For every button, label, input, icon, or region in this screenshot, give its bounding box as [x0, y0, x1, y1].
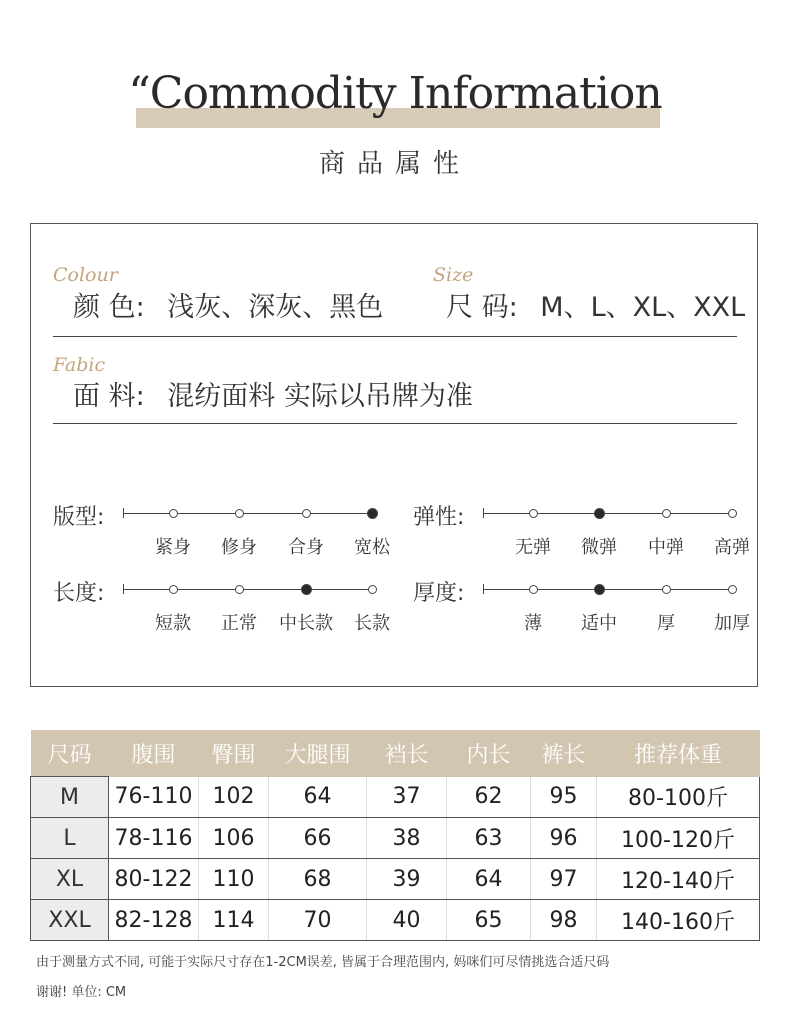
unit-note: 谢谢! 单位: CM — [36, 985, 127, 1000]
attributes-panel — [30, 223, 758, 687]
table-cell: 62 — [447, 777, 531, 818]
scale-dot — [169, 509, 178, 518]
scale-option: 紧身 — [155, 537, 191, 558]
scale-option: 适中 — [581, 613, 617, 634]
scale-dot — [235, 585, 244, 594]
column-header: 大腿围 — [269, 730, 367, 777]
colour-script-label: Colour — [53, 264, 118, 286]
table-row — [31, 900, 760, 941]
scale-option: 中长款 — [279, 613, 333, 634]
size-cell: XXL — [31, 900, 109, 941]
column-header: 尺码 — [31, 730, 109, 777]
scale-track — [483, 513, 732, 514]
scale-option: 加厚 — [714, 613, 750, 634]
size-cell: XL — [31, 859, 109, 900]
scale-track — [483, 589, 732, 590]
table-cell: 95 — [531, 777, 597, 818]
scale-label: 厚度: — [413, 581, 465, 606]
table-cell: 140-160斤 — [597, 900, 760, 941]
scale-option: 中弹 — [648, 537, 684, 558]
scale-label: 长度: — [53, 581, 105, 606]
table-cell: 78-116 — [109, 818, 199, 859]
table-cell: 63 — [447, 818, 531, 859]
size-value: M、L、XL、XXL — [540, 292, 746, 323]
colour-row — [73, 285, 383, 324]
scale-dot — [302, 509, 311, 518]
table-cell: 120-140斤 — [597, 859, 760, 900]
scale-option: 修身 — [221, 537, 257, 558]
table-cell: 100-120斤 — [597, 818, 760, 859]
table-cell: 102 — [199, 777, 269, 818]
divider — [53, 336, 737, 337]
size-label: 尺 码: — [446, 292, 518, 323]
table-row — [31, 859, 760, 900]
table-row — [31, 777, 760, 818]
scale-option: 宽松 — [354, 537, 390, 558]
size-cell: M — [31, 777, 109, 818]
column-header: 内长 — [447, 730, 531, 777]
scale-label: 版型: — [53, 505, 105, 530]
table-cell: 39 — [367, 859, 447, 900]
table-cell: 68 — [269, 859, 367, 900]
size-script-label: Size — [433, 264, 474, 286]
scale-dot — [235, 509, 244, 518]
scale-dot — [662, 585, 671, 594]
scale-dot-selected — [594, 508, 605, 519]
scale-option: 正常 — [221, 613, 257, 634]
scale-track — [123, 513, 372, 514]
table-cell: 114 — [199, 900, 269, 941]
table-row — [31, 818, 760, 859]
table-cell: 96 — [531, 818, 597, 859]
scale-dot-selected — [301, 584, 312, 595]
size-table — [30, 730, 760, 941]
table-cell: 37 — [367, 777, 447, 818]
divider — [53, 423, 737, 424]
column-header: 裤长 — [531, 730, 597, 777]
page-subtitle: 商品属性 — [318, 149, 471, 179]
column-header: 臀围 — [199, 730, 269, 777]
scale-option: 微弹 — [581, 537, 617, 558]
scale-option: 合身 — [288, 537, 324, 558]
colour-value: 浅灰、深灰、黑色 — [167, 292, 384, 323]
table-cell: 106 — [199, 818, 269, 859]
scale-dot — [529, 509, 538, 518]
scale-dot-selected — [367, 508, 378, 519]
table-cell: 40 — [367, 900, 447, 941]
size-row — [446, 285, 745, 324]
fabric-label: 面 料: — [73, 381, 145, 412]
column-header: 推荐体重 — [597, 730, 760, 777]
scale-dot — [368, 585, 377, 594]
scale-dot — [662, 509, 671, 518]
scale-option: 高弹 — [714, 537, 750, 558]
table-cell: 76-110 — [109, 777, 199, 818]
scale-dot — [529, 585, 538, 594]
table-cell: 80-122 — [109, 859, 199, 900]
page-title: “Commodity Information — [128, 68, 662, 119]
table-cell: 65 — [447, 900, 531, 941]
measurement-note: 由于测量方式不同, 可能于实际尺寸存在1-2CM误差, 皆属于合理范围内, 妈咪们可尽情挑选合适尺码 — [36, 955, 610, 970]
table-cell: 64 — [447, 859, 531, 900]
table-cell: 110 — [199, 859, 269, 900]
size-table-body — [31, 777, 760, 941]
scale-label: 弹性: — [413, 505, 465, 530]
table-cell: 98 — [531, 900, 597, 941]
table-cell: 97 — [531, 859, 597, 900]
scale-option: 短款 — [155, 613, 191, 634]
scale-option: 厚 — [657, 613, 675, 634]
scale-option: 长款 — [354, 613, 390, 634]
scale-dot-selected — [594, 584, 605, 595]
table-cell: 38 — [367, 818, 447, 859]
fabric-row — [73, 374, 473, 413]
table-cell: 80-100斤 — [597, 777, 760, 818]
column-header: 裆长 — [367, 730, 447, 777]
scale-option: 无弹 — [515, 537, 551, 558]
scale-dot — [169, 585, 178, 594]
scale-track — [123, 589, 372, 590]
scale-dot — [728, 585, 737, 594]
table-cell: 82-128 — [109, 900, 199, 941]
size-table-header — [31, 730, 760, 777]
column-header: 腹围 — [109, 730, 199, 777]
size-cell: L — [31, 818, 109, 859]
scale-option: 薄 — [524, 613, 542, 634]
table-cell: 64 — [269, 777, 367, 818]
table-cell: 66 — [269, 818, 367, 859]
colour-label: 颜 色: — [73, 292, 145, 323]
table-cell: 70 — [269, 900, 367, 941]
fabric-value: 混纺面料 实际以吊牌为准 — [167, 381, 473, 412]
scale-dot — [728, 509, 737, 518]
fabric-script-label: Fabic — [53, 354, 106, 376]
